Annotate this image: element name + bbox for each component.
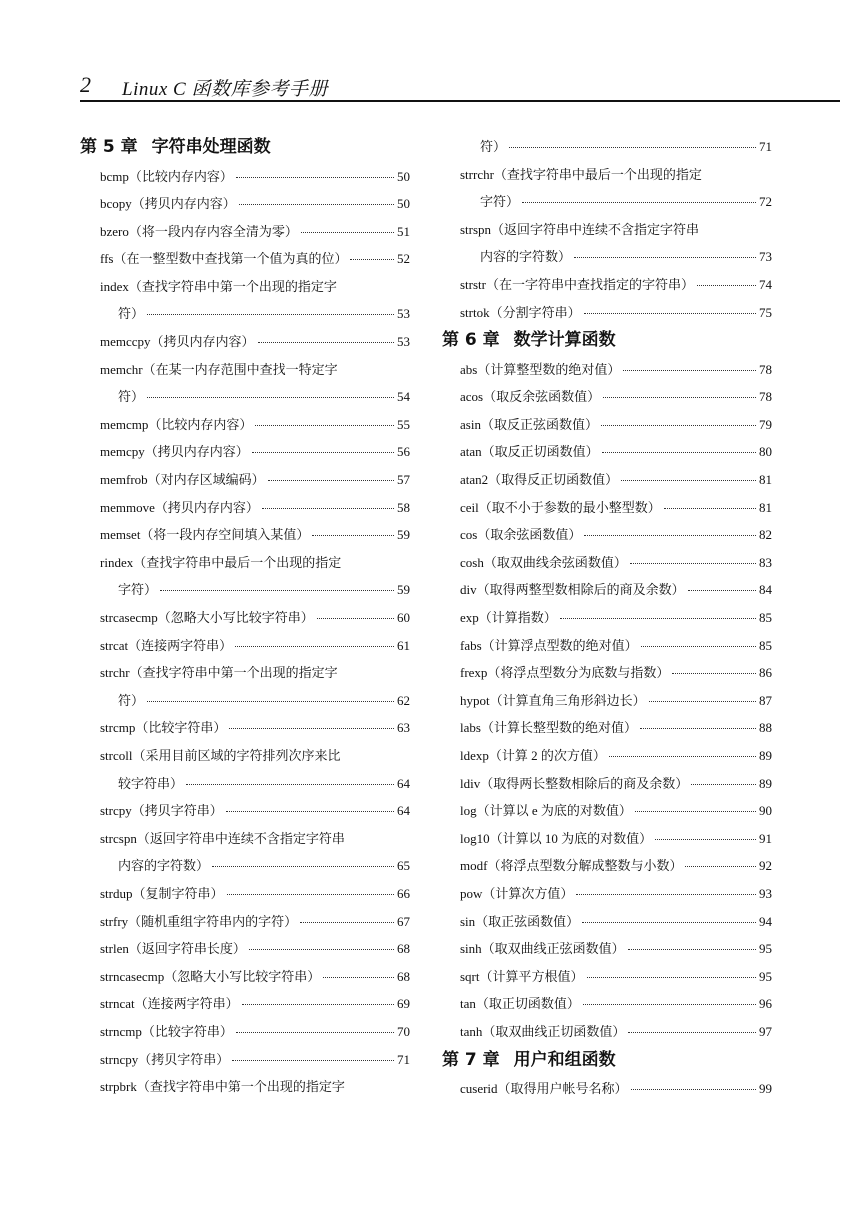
dot-leader — [584, 313, 756, 314]
toc-entry — [80, 963, 410, 991]
toc-entry — [442, 935, 772, 963]
dot-leader — [664, 508, 756, 509]
toc-page-number: 79 — [759, 416, 772, 432]
dot-leader — [160, 590, 394, 591]
running-header — [80, 70, 840, 102]
toc-entry — [442, 271, 772, 299]
toc-entry — [80, 1073, 410, 1101]
toc-entry — [80, 825, 410, 853]
toc-page-number: 85 — [759, 610, 772, 625]
toc-entry — [442, 411, 772, 439]
chapter-title: 数学计算函数 — [513, 330, 616, 351]
dot-leader — [685, 866, 756, 867]
chapter-heading — [442, 1046, 772, 1076]
toc-entry — [80, 273, 410, 301]
dot-leader — [249, 949, 394, 950]
toc-page-number: 89 — [759, 747, 772, 763]
toc-entry-text: strcoll（采用目前区域的字符排列次序来比 — [100, 747, 341, 763]
toc-entry — [80, 328, 410, 356]
dot-leader — [623, 370, 756, 371]
toc-page-number: 81 — [759, 472, 772, 488]
book-title: Linux C 函数库参考手册 — [122, 79, 328, 100]
toc-entry — [442, 880, 772, 908]
toc-entry-continuation — [80, 687, 410, 715]
toc-page-number: 70 — [397, 1023, 410, 1039]
toc-entry-text: rindex（查找字符串中最后一个出现的指定 — [100, 554, 342, 570]
toc-entry — [80, 521, 410, 549]
toc-page-number: 63 — [397, 720, 410, 736]
toc-entry-text: ceil（取不小于参数的最小整型数） — [460, 499, 661, 515]
toc-entry-text: frexp（将浮点型数分为底数与指数） — [460, 665, 670, 681]
toc-entry — [442, 466, 772, 494]
toc-entry-text: ldexp（计算 2 的次方值） — [460, 747, 606, 763]
toc-entry — [80, 190, 410, 218]
dot-leader — [239, 204, 394, 205]
toc-entry — [80, 356, 410, 384]
toc-entry-text: sqrt（计算平方根值） — [460, 968, 584, 984]
toc-entry-text: strfry（随机重组字符串内的字符） — [100, 913, 298, 929]
toc-entry — [442, 1075, 772, 1103]
toc-page-number: 90 — [759, 803, 772, 819]
toc-entry — [442, 963, 772, 991]
dot-leader — [576, 894, 756, 895]
toc-page-number: 82 — [759, 527, 772, 543]
toc-entry-text: bcmp（比较内存内容） — [100, 168, 233, 184]
toc-page-number: 85 — [759, 637, 772, 653]
toc-entry — [80, 604, 410, 632]
toc-page-number: 88 — [759, 720, 772, 736]
dot-leader — [630, 563, 756, 564]
toc-entry-text: acos（取反余弦函数值） — [460, 389, 601, 405]
toc-entry-text: hypot（计算直角三角形斜边长） — [460, 692, 646, 708]
toc-page-number: 50 — [397, 196, 410, 212]
toc-entry-continuation — [80, 770, 410, 798]
toc-page-number: 74 — [759, 276, 772, 292]
toc-page-number: 55 — [397, 416, 410, 432]
toc-page-number: 62 — [397, 692, 410, 708]
dot-leader — [301, 232, 394, 233]
toc-entry-text: bzero（将一段内存内容全清为零） — [100, 223, 298, 239]
toc-entry-text: ffs（在一整型数中查找第一个值为真的位） — [100, 251, 348, 267]
toc-entry — [80, 632, 410, 660]
dot-leader — [226, 811, 394, 812]
dot-leader — [655, 839, 756, 840]
toc-entry — [80, 218, 410, 246]
toc-entry — [442, 438, 772, 466]
toc-entry — [442, 632, 772, 660]
toc-entry-continuation — [80, 300, 410, 328]
toc-left-column — [80, 133, 410, 1101]
toc-entry-continuation — [80, 852, 410, 880]
toc-entry-text: ldiv（取得两长整数相除后的商及余数） — [460, 775, 689, 791]
toc-entry-text: 符） — [118, 389, 145, 405]
dot-leader — [236, 1032, 394, 1033]
toc-entry-continuation — [80, 383, 410, 411]
toc-entry — [80, 659, 410, 687]
toc-entry-text: tan（取正切函数值） — [460, 996, 580, 1012]
toc-entry — [442, 990, 772, 1018]
toc-page-number: 72 — [759, 194, 772, 210]
toc-page-number: 54 — [397, 389, 410, 405]
dot-leader — [312, 535, 394, 536]
toc-entry — [442, 383, 772, 411]
toc-entry-text: strncpy（拷贝字符串） — [100, 1051, 230, 1067]
toc-entry-continuation — [442, 243, 772, 271]
dot-leader — [262, 508, 394, 509]
toc-entry — [80, 742, 410, 770]
toc-entry-text: bcopy（拷贝内存内容） — [100, 196, 236, 212]
toc-entry-text: tanh（取双曲线正切函数值） — [460, 1023, 626, 1039]
toc-entry — [442, 549, 772, 577]
dot-leader — [621, 480, 756, 481]
dot-leader — [688, 590, 756, 591]
toc-page-number: 59 — [397, 582, 410, 598]
toc-page-number: 68 — [397, 941, 410, 957]
toc-entry — [442, 356, 772, 384]
dot-leader — [609, 756, 756, 757]
dot-leader — [232, 1060, 394, 1061]
dot-leader — [628, 1032, 756, 1033]
toc-page-number: 52 — [397, 251, 410, 267]
toc-entry-text: strlen（返回字符串长度） — [100, 941, 246, 957]
dot-leader — [229, 728, 394, 729]
dot-leader — [584, 535, 756, 536]
toc-entry-text: 较字符串） — [118, 775, 184, 791]
toc-entry-text: index（查找字符串中第一个出现的指定字 — [100, 278, 337, 294]
toc-entry-text: 字符） — [118, 582, 158, 598]
toc-page-number: 78 — [759, 389, 772, 405]
toc-entry — [442, 494, 772, 522]
dot-leader — [147, 397, 394, 398]
dot-leader — [522, 202, 756, 203]
toc-page-number: 50 — [397, 168, 410, 184]
toc-page-number: 89 — [759, 775, 772, 791]
dot-leader — [602, 452, 756, 453]
toc-entry — [80, 466, 410, 494]
toc-page-number: 57 — [397, 472, 410, 488]
dot-leader — [227, 894, 394, 895]
toc-page-number: 99 — [759, 1081, 772, 1096]
toc-entry — [442, 908, 772, 936]
toc-entry-text: pow（计算次方值） — [460, 885, 574, 901]
toc-entry — [442, 299, 772, 327]
toc-entry — [442, 216, 772, 244]
dot-leader — [603, 397, 756, 398]
chapter-title: 字符串处理函数 — [151, 137, 271, 157]
toc-entry-text: strspn（返回字符串中连续不含指定字符串 — [460, 221, 700, 237]
toc-page-number: 73 — [759, 249, 772, 265]
toc-entry — [80, 797, 410, 825]
toc-entry-text: div（取得两整型数相除后的商及余数） — [460, 582, 685, 598]
toc-page-number: 94 — [759, 913, 772, 929]
toc-page-number: 71 — [759, 139, 772, 154]
toc-entry-text: 符） — [480, 139, 507, 154]
toc-page-number: 59 — [397, 527, 410, 543]
toc-page-number: 67 — [397, 913, 410, 929]
dot-leader — [186, 784, 394, 785]
dot-leader — [631, 1089, 756, 1090]
toc-entry — [80, 1018, 410, 1046]
toc-page-number: 97 — [759, 1023, 772, 1039]
toc-entry — [442, 161, 772, 189]
toc-entry — [442, 742, 772, 770]
dot-leader — [236, 177, 394, 178]
toc-page-number: 95 — [759, 941, 772, 957]
toc-page-number: 75 — [759, 304, 772, 320]
dot-leader — [242, 1004, 394, 1005]
toc-entry-continuation — [442, 133, 772, 161]
toc-entry-text: 字符） — [480, 194, 520, 210]
dot-leader — [672, 673, 756, 674]
toc-entry — [80, 438, 410, 466]
toc-entry-text: strrchr（查找字符串中最后一个出现的指定 — [460, 166, 702, 182]
toc-page-number: 58 — [397, 499, 410, 515]
toc-page-number: 66 — [397, 885, 410, 901]
toc-entry-text: fabs（计算浮点型数的绝对值） — [460, 637, 638, 653]
toc-page-number: 60 — [397, 610, 410, 625]
toc-entry — [442, 604, 772, 632]
toc-entry — [80, 245, 410, 273]
dot-leader — [212, 866, 394, 867]
chapter-heading — [80, 133, 410, 163]
toc-entry-text: memcpy（拷贝内存内容） — [100, 444, 249, 460]
dot-leader — [628, 949, 756, 950]
toc-page-number: 83 — [759, 554, 772, 570]
toc-entry-text: strncat（连接两字符串） — [100, 996, 239, 1012]
dot-leader — [560, 618, 756, 619]
dot-leader — [147, 701, 394, 702]
chapter-title: 用户和组函数 — [513, 1049, 616, 1070]
dot-leader — [635, 811, 756, 812]
toc-entry-text: sin（取正弦函数值） — [460, 913, 580, 929]
dot-leader — [147, 314, 394, 315]
toc-entry — [80, 714, 410, 742]
dot-leader — [268, 480, 394, 481]
page-number: 2 — [80, 72, 91, 97]
chapter-number: 第 5 章 — [80, 137, 138, 157]
toc-page-number: 53 — [397, 334, 410, 350]
toc-entry-text: 符） — [118, 692, 145, 708]
toc-entry-continuation — [80, 576, 410, 604]
dot-leader — [255, 425, 394, 426]
toc-entry — [80, 163, 410, 191]
toc-entry-text: memcmp（比较内存内容） — [100, 416, 253, 432]
toc-page-number: 71 — [397, 1051, 410, 1067]
toc-entry-text: strpbrk（查找字符串中第一个出现的指定字 — [100, 1079, 345, 1095]
toc-page-number: 78 — [759, 361, 772, 377]
dot-leader — [317, 618, 394, 619]
toc-page-number: 51 — [397, 223, 410, 239]
toc-entry-text: strdup（复制字符串） — [100, 885, 224, 901]
dot-leader — [640, 728, 756, 729]
toc-entry — [442, 1018, 772, 1046]
dot-leader — [258, 342, 394, 343]
toc-page-number: 95 — [759, 968, 772, 984]
toc-entry-text: 符） — [118, 306, 145, 322]
toc-entry — [80, 494, 410, 522]
toc-entry-text: memmove（拷贝内存内容） — [100, 499, 259, 515]
toc-entry-text: strcspn（返回字符串中连续不含指定字符串 — [100, 830, 345, 846]
toc-entry-text: log10（计算以 10 为底的对数值） — [460, 830, 653, 846]
dot-leader — [649, 701, 756, 702]
toc-entry-text: strncmp（比较字符串） — [100, 1023, 233, 1039]
toc-page-number: 64 — [397, 775, 410, 791]
toc-entry — [442, 659, 772, 687]
toc-entry — [80, 990, 410, 1018]
dot-leader — [252, 452, 394, 453]
toc-entry — [80, 880, 410, 908]
toc-entry-text: atan2（取得反正切函数值） — [460, 472, 619, 488]
toc-entry — [442, 714, 772, 742]
toc-entry — [442, 770, 772, 798]
toc-entry-text: atan（取反正切函数值） — [460, 444, 599, 460]
toc-entry — [80, 411, 410, 439]
toc-page-number: 92 — [759, 858, 772, 874]
toc-entry — [80, 549, 410, 577]
toc-entry — [442, 825, 772, 853]
dot-leader — [691, 784, 756, 785]
toc-page-number: 96 — [759, 996, 772, 1012]
toc-entry — [442, 521, 772, 549]
dot-leader — [509, 147, 756, 148]
dot-leader — [601, 425, 756, 426]
toc-entry-text: exp（计算指数） — [460, 610, 557, 625]
dot-leader — [697, 285, 756, 286]
toc-page-number: 93 — [759, 885, 772, 901]
toc-entry-text: cosh（取双曲线余弦函数值） — [460, 554, 627, 570]
toc-entry-text: 内容的字符数） — [480, 249, 572, 265]
chapter-number: 第 7 章 — [442, 1049, 500, 1070]
toc-entry — [442, 687, 772, 715]
toc-entry-text: asin（取反正弦函数值） — [460, 416, 598, 432]
toc-entry-text: memccpy（拷贝内存内容） — [100, 334, 255, 350]
dot-leader — [574, 257, 756, 258]
toc-page-number: 53 — [397, 306, 410, 322]
toc-page-number: 69 — [397, 996, 410, 1012]
toc-page-number: 84 — [759, 582, 772, 598]
dot-leader — [582, 922, 756, 923]
toc-entry-text: strtok（分割字符串） — [460, 304, 581, 320]
toc-entry — [80, 935, 410, 963]
toc-entry-text: strncasecmp（忽略大小写比较字符串） — [100, 968, 321, 984]
dot-leader — [300, 922, 394, 923]
toc-page-number: 80 — [759, 444, 772, 460]
toc-entry — [80, 1046, 410, 1074]
toc-entry-text: modf（将浮点型数分解成整数与小数） — [460, 858, 683, 874]
chapter-number: 第 6 章 — [442, 330, 500, 351]
toc-entry-text: cos（取余弦函数值） — [460, 527, 582, 543]
toc-entry-text: strcpy（拷贝字符串） — [100, 803, 223, 819]
toc-entry — [442, 797, 772, 825]
toc-entry-text: sinh（取双曲线正弦函数值） — [460, 941, 625, 957]
dot-leader — [323, 977, 394, 978]
toc-page-number: 87 — [759, 692, 772, 708]
toc-right-column — [442, 133, 772, 1103]
toc-entry-text: strstr（在一字符串中查找指定的字符串） — [460, 276, 695, 292]
toc-entry-text: log（计算以 e 为底的对数值） — [460, 803, 632, 819]
dot-leader — [583, 1004, 756, 1005]
dot-leader — [587, 977, 756, 978]
toc-page-number: 65 — [397, 858, 410, 874]
toc-entry — [442, 576, 772, 604]
toc-page-number: 81 — [759, 499, 772, 515]
dot-leader — [641, 646, 756, 647]
toc-entry-text: cuserid（取得用户帐号名称） — [460, 1081, 628, 1096]
toc-entry-text: memset（将一段内存空间填入某值） — [100, 527, 310, 543]
toc-entry-text: abs（计算整型数的绝对值） — [460, 361, 621, 377]
toc-page-number: 56 — [397, 444, 410, 460]
toc-entry-text: memfrob（对内存区域编码） — [100, 472, 265, 488]
toc-entry-text: strcat（连接两字符串） — [100, 637, 233, 653]
dot-leader — [350, 259, 394, 260]
toc-page-number: 64 — [397, 803, 410, 819]
dot-leader — [235, 646, 394, 647]
chapter-heading — [442, 326, 772, 356]
toc-entry-text: strcmp（比较字符串） — [100, 720, 227, 736]
toc-page-number: 91 — [759, 830, 772, 846]
toc-entry-continuation — [442, 188, 772, 216]
toc-entry-text: strcasecmp（忽略大小写比较字符串） — [100, 610, 314, 625]
toc-page-number: 61 — [397, 637, 410, 653]
toc-entry-text: labs（计算长整型数的绝对值） — [460, 720, 637, 736]
toc-page-number: 68 — [397, 968, 410, 984]
toc-entry — [442, 852, 772, 880]
toc-entry-text: 内容的字符数） — [118, 858, 210, 874]
toc-entry — [80, 908, 410, 936]
toc-entry-text: strchr（查找字符串中第一个出现的指定字 — [100, 665, 338, 681]
toc-entry-text: memchr（在某一内存范围中查找一特定字 — [100, 361, 338, 377]
toc-page-number: 86 — [759, 665, 772, 681]
